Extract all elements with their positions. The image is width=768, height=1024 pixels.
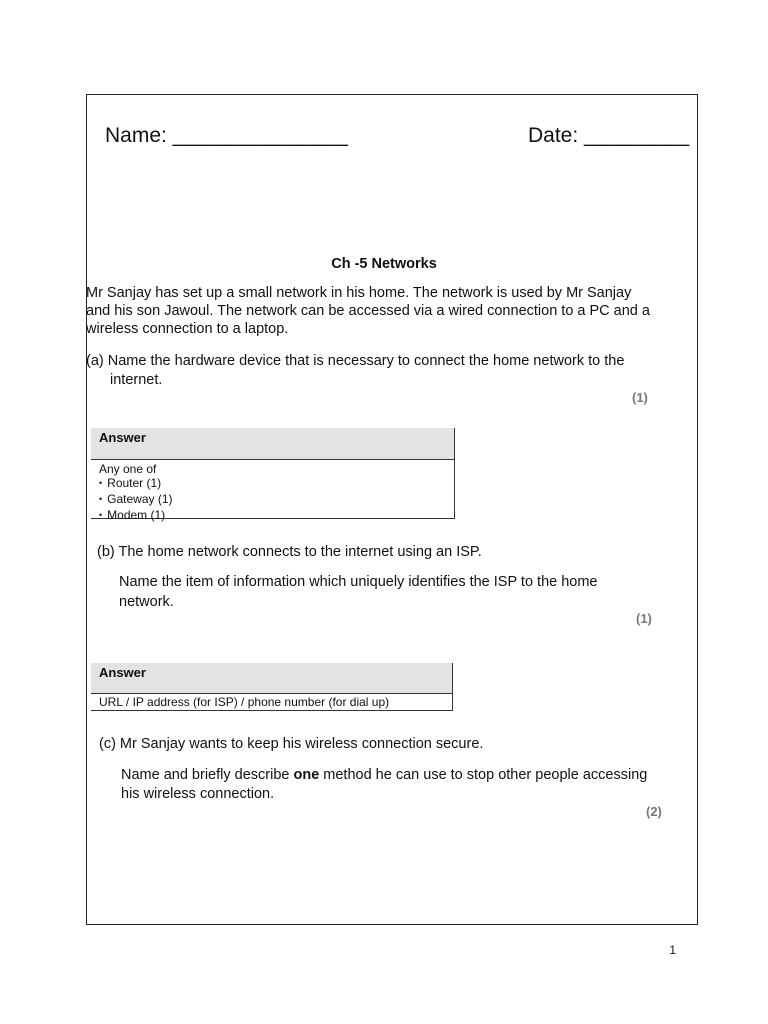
question-a-line-2: internet. [110,372,163,388]
question-c-line-1: (c) Mr Sanjay wants to keep his wireless connection secure. [99,736,484,752]
answer-item: • Router (1) [99,476,446,492]
answer-header: Answer [91,663,452,693]
page-number: 1 [669,943,676,957]
intro-line-3: wireless connection to a laptop. [86,321,289,337]
answer-list [99,476,446,524]
question-b-line-2: Name the item of information which uniquely identifies the ISP to the home [119,574,598,590]
intro-line-2: and his son Jawoul. The network can be accessed via a wired connection to a PC and a [86,303,650,319]
answer-box-b [91,663,453,711]
question-b-line-1: (b) The home network connects to the internet using an ISP. [97,544,482,560]
answer-item: • Gateway (1) [99,492,446,508]
worksheet-title: Ch -5 Networks [331,256,437,272]
question-c-line-2-post: method he can use to stop other people accessing [319,767,648,783]
name-field-label: Name: _______________ [105,124,348,147]
date-field-label: Date: _________ [528,124,690,147]
question-c-line-3: his wireless connection. [121,786,275,802]
question-c-marks: (2) [646,804,662,819]
answer-body [91,459,454,522]
question-b-line-3: network. [119,594,174,610]
question-b-marks: (1) [636,611,652,626]
answer-box-a [91,428,455,522]
question-a-line-1: (a) Name the hardware device that is necessary to connect the home network to the [86,353,625,369]
question-c-line-2 [121,766,647,784]
answer-item: • Modem (1) [99,508,446,524]
question-c-line-2-pre: Name and briefly describe [121,767,294,783]
question-c-line-2-bold: one [293,767,320,783]
answer-intro: Any one of [99,462,157,476]
answer-header: Answer [91,428,454,459]
answer-text: URL / IP address (for ISP) / phone number (for dial up) [91,693,452,711]
question-a-marks: (1) [632,390,648,405]
intro-line-1: Mr Sanjay has set up a small network in his home. The network is used by Mr Sanjay [86,285,632,301]
